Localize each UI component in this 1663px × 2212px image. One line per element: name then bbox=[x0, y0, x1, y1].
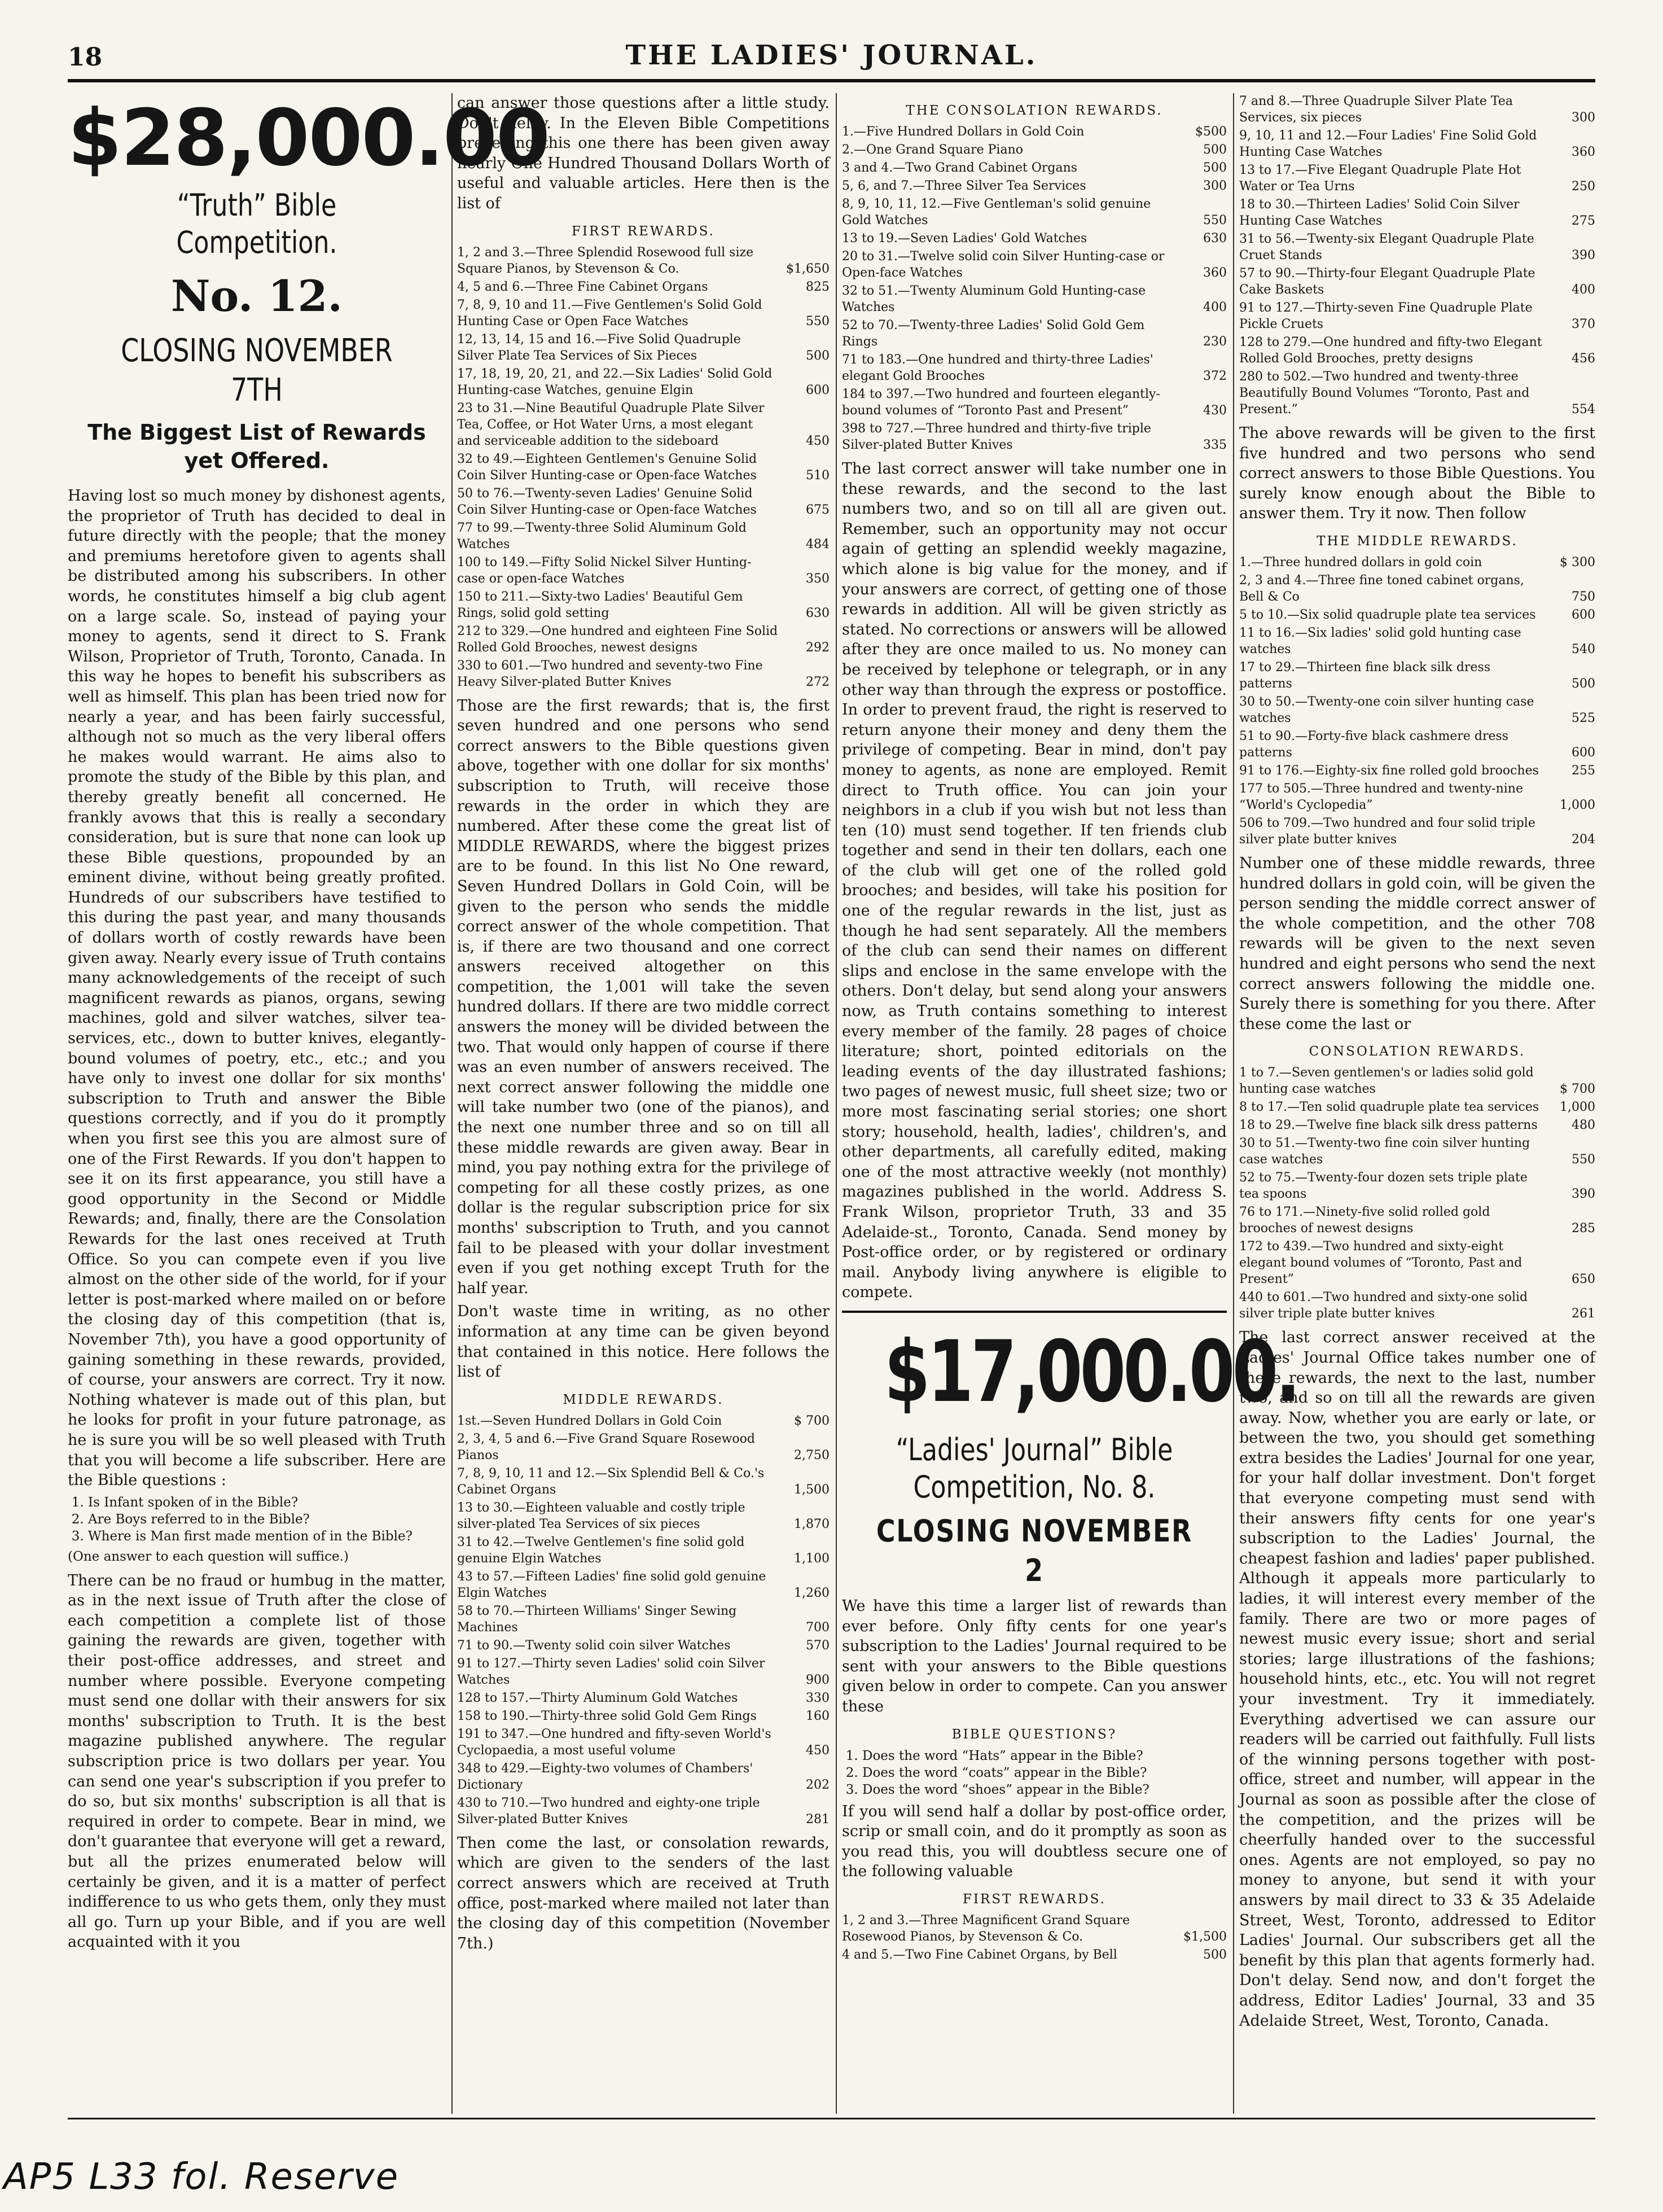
reward-description: 348 to 429.—Eighty-two volumes of Chambers' Dictionary bbox=[457, 1761, 753, 1792]
reward-description: 7, 8, 9, 10 and 11.—Five Gentlemen's Solid Gold Hunting Case or Open Face Watches bbox=[457, 297, 762, 328]
truth-closing-paragraph: The last correct answer will take number one in these rewards, and the second to the last numbers two, and so on till all are given out. Remember, such an opportunity may not occur again of getting an splendid weekly magazine, which alone is big value for the money, and if your answers are correct, of getting one of those rewards in addition. All will be given strictly as stated. No corrections or answers will be allowed after they are once mailed to us. No money can be received by telephone or telegraph, or in any other way than through the express or postoffice. In order to prevent fraud, the right is reserved to return anyone their money and deny them the privilege of competing. Bear in mind, don't pay money to agents, as none are employed. Remit direct to Truth office. You can join your neighbors in a club if you wish but not less than ten (10) must send together. If ten friends club together and send in their ten dollars, each one of the club will get one of the rolled gold brooches; and besides, will take his position for one of the regular rewards in the list, just as though he had sent separately. All the members of the club can send their names on different slips and enclose in the same envelope with the others. Don't delay, but send along your answers now, as Truth contains something to interest every member of the family. 28 pages of choice literature; short, pointed editorials on the leading events of the day illustrated fashions; two pages of newest music, full sheet size; two or more most fascinating serial stories; one short story; household, health, ladies', children's, and other departments, all carefully edited, making one of the most attractive weekly (not monthly) magazines published in the world. Address S. Frank Wilson, proprietor Truth, 33 and 35 Adelaide-st., Toronto, Canada. Send money by Post-office order, or by registered or ordinary mail. Anybody living anywhere is eligible to compete. bbox=[842, 460, 1227, 1302]
reward-amount: 500 bbox=[1203, 1947, 1227, 1962]
reward-item bbox=[1239, 607, 1595, 623]
truth-first-rewards-explanation: Those are the first rewards; that is, the first seven hundred and one persons who send correct answers to the Bible questions given above, together with one dollar for six months' subscription to Truth, will receive those rewards in the order in which they are numbered. After these come the great list of MIDDLE REWARDS, where the biggest prizes are to be found. In this list No One reward, Seven Hundred Dollars in Gold Coin, will be given to the person who sends the middle correct answer of the whole competition. That is, if there are two thousand and one correct answers received altogether on this competition, the 1,001 will take the seven hundred dollars. If there are two middle correct answers the money will be divided between the two. That would only happen of course if there was an even number of answers received. The next correct answer following the middle one will take number two (one of the pianos), and the next one number three and so on till all these middle rewards are given away. Bear in mind, you pay nothing extra for the privilege of competing for all these costly prizes, as one dollar is the regular subscription price for six months' subscription to Truth, and you cannot fail to be pleased with your dollar investment even if you get nothing except Truth for the half year. bbox=[457, 697, 830, 1297]
reward-amount: 630 bbox=[1203, 231, 1227, 246]
bible-question: 1. Is Infant spoken of in the Bible? bbox=[88, 1494, 446, 1511]
truth-middle-rewards-list bbox=[457, 1413, 830, 1828]
reward-item bbox=[457, 297, 830, 330]
reward-item bbox=[842, 352, 1227, 384]
journal-first-rewards-list bbox=[842, 1912, 1227, 1963]
truth-subtitle: The Biggest List of Rewards yet Offered. bbox=[87, 420, 426, 473]
reward-item bbox=[457, 451, 830, 484]
reward-item bbox=[1239, 1065, 1595, 1097]
page-number: 18 bbox=[68, 43, 103, 72]
reward-item bbox=[842, 317, 1227, 350]
reward-amount: 390 bbox=[1572, 248, 1595, 262]
reward-item bbox=[1239, 265, 1595, 298]
reward-description: 430 to 710.—Two hundred and eighty-one triple Silver-plated Butter Knives bbox=[457, 1795, 760, 1826]
reward-item bbox=[457, 589, 830, 621]
reward-amount: 202 bbox=[806, 1777, 830, 1792]
reward-description: 17, 18, 19, 20, 21, and 22.—Six Ladies' Solid Gold Hunting-case Watches, genuine Elgin bbox=[457, 366, 773, 397]
reward-description: 191 to 347.—One hundred and fifty-seven World's Cyclopaedia, a most useful volume bbox=[457, 1727, 771, 1758]
reward-amount: 540 bbox=[1572, 642, 1595, 656]
reward-description: 150 to 211.—Sixty-two Ladies' Beautiful Gem Rings, solid gold setting bbox=[457, 589, 743, 620]
reward-description: 18 to 30.—Thirteen Ladies' Solid Coin Silver Hunting Case Watches bbox=[1239, 198, 1520, 228]
reward-amount: 250 bbox=[1572, 179, 1595, 194]
reward-item bbox=[1239, 1289, 1595, 1322]
reward-amount: 261 bbox=[1572, 1307, 1595, 1321]
reward-amount: 275 bbox=[1572, 214, 1595, 228]
reward-amount: 456 bbox=[1572, 352, 1595, 366]
journal-consolation-heading: CONSOLATION REWARDS. bbox=[1309, 1044, 1526, 1059]
reward-amount: $ 700 bbox=[794, 1413, 830, 1428]
reward-description: 2, 3 and 4.—Three fine toned cabinet organs, Bell & Co bbox=[1239, 573, 1524, 604]
journal-closing-date: CLOSING NOVEMBER 2 bbox=[876, 1513, 1193, 1588]
reward-amount: 484 bbox=[806, 537, 830, 551]
reward-description: 30 to 50.—Twenty-one coin silver hunting case watches bbox=[1239, 694, 1534, 725]
bible-question: 3. Does the word “shoes” appear in the Bible? bbox=[862, 1781, 1227, 1798]
reward-item bbox=[457, 331, 830, 364]
reward-amount: 554 bbox=[1572, 402, 1595, 417]
reward-item bbox=[1239, 300, 1595, 332]
reward-amount: 500 bbox=[1572, 676, 1595, 691]
journal-consolation-rewards-list bbox=[1239, 1065, 1595, 1322]
journal-closing-paragraph: The last correct answer received at the Ladies' Journal Office takes number one of these rewards, the next to the last, number two, and so on till all the rewards are given away. Now, whether you are early or late, or between the two, you should get something extra besides the Ladies' Journal for one year, for your half dollar investment. Don't forget that everyone competing must send with their answers fifty cents for one year's subscription to the Ladies' Journal, the cheapest fashion and ladies' paper published. Although it appeals more particularly to ladies, it will interest every member of the family. There are two or more pages of newest music every issue; short and serial stories; large illustrations of the fashions; household hints, etc., etc. You will not regret your investment. Try it immediately. Everything advertised we can assure our readers will be carried out faithfully. Full lists of the winning persons together with post-office, street and number, will appear in the Journal as soon as possible after the close of the competition, and the prizes will be cheerfully handed over to the successful ones. Agents are not employed, so pay no money to anyone, but send it with your answers by mail direct to 33 & 35 Adelaide Street, West, Toronto, addressed to Editor Ladies' Journal. Our subscribers get all the benefit by this plan that agents formerly had. Don't delay. Send now, and don't forget the address, Editor Ladies' Journal, 33 and 35 Adelaide Street, West, Toronto, Canada. bbox=[1239, 1329, 1595, 2030]
reward-amount: 300 bbox=[1203, 179, 1227, 193]
reward-item bbox=[457, 1726, 830, 1759]
column-divider bbox=[1233, 93, 1234, 2114]
reward-description: 17 to 29.—Thirteen fine black silk dress patterns bbox=[1239, 660, 1491, 691]
reward-item bbox=[1239, 1238, 1595, 1287]
reward-amount: 360 bbox=[1203, 266, 1227, 280]
reward-item bbox=[457, 658, 830, 690]
truth-continuation-paragraph: can answer those questions after a little study. Don't delay. In the Eleven Bible Competitions preceding this one there has been given away nearly One Hundred Thousand Dollars Worth of useful and valuable articles. Here then is the list of bbox=[457, 94, 830, 212]
reward-amount: 300 bbox=[1572, 111, 1595, 125]
reward-description: 13 to 30.—Eighteen valuable and costly triple silver-plated Tea Services of six pieces bbox=[457, 1500, 745, 1531]
reward-item bbox=[457, 400, 830, 449]
reward-description: 7, 8, 9, 10, 11 and 12.—Six Splendid Bell & Co.'s Cabinet Organs bbox=[457, 1466, 765, 1497]
reward-amount: 1,500 bbox=[794, 1482, 830, 1497]
column-2 bbox=[457, 93, 830, 2114]
reward-amount: 825 bbox=[806, 279, 830, 294]
column-1 bbox=[68, 93, 550, 2114]
reward-amount: 900 bbox=[806, 1672, 830, 1687]
reward-description: 8 to 17.—Ten solid quadruple plate tea services bbox=[1239, 1100, 1539, 1115]
reward-item bbox=[842, 178, 1227, 194]
reward-amount: 1,100 bbox=[794, 1551, 830, 1566]
truth-closing-date: CLOSING NOVEMBER 7TH bbox=[121, 332, 393, 409]
truth-consolation-heading: THE CONSOLATION REWARDS. bbox=[906, 103, 1163, 118]
reward-description: 506 to 709.—Two hundred and four solid triple silver plate butter knives bbox=[1239, 816, 1535, 847]
truth-middle-rewards-heading: MIDDLE REWARDS. bbox=[563, 1392, 724, 1407]
reward-item bbox=[842, 160, 1227, 176]
reward-amount: 430 bbox=[1203, 404, 1227, 418]
reward-description: 5 to 10.—Six solid quadruple plate tea services bbox=[1239, 607, 1536, 622]
reward-amount: 360 bbox=[1572, 145, 1595, 159]
truth-questions-note: (One answer to each question will suffice.) bbox=[68, 1549, 349, 1564]
reward-amount: $500 bbox=[1195, 125, 1227, 139]
reward-description: 172 to 439.—Two hundred and sixty-eight elegant bound volumes of “Toronto, Past and Present” bbox=[1239, 1239, 1522, 1287]
journal-middle-rewards-heading: THE MIDDLE REWARDS. bbox=[1317, 533, 1518, 549]
reward-description: 128 to 279.—One hundred and fifty-two Elegant Rolled Gold Brooches, pretty designs bbox=[1239, 335, 1542, 366]
reward-amount: 230 bbox=[1203, 335, 1227, 349]
reward-description: 32 to 49.—Eighteen Gentlemen's Genuine Solid Coin Silver Hunting-case or Open-face Watches bbox=[457, 452, 757, 483]
reward-amount: 350 bbox=[806, 571, 830, 586]
reward-description: 398 to 727.—Three hundred and thirty-five triple Silver-plated Butter Knives bbox=[842, 422, 1151, 452]
reward-amount: 281 bbox=[806, 1812, 830, 1826]
reward-item bbox=[457, 244, 830, 277]
reward-amount: 700 bbox=[806, 1620, 830, 1635]
reward-description: 43 to 57.—Fifteen Ladies' fine solid gold genuine Elgin Watches bbox=[457, 1569, 766, 1600]
reward-description: 1, 2 and 3.—Three Magnificent Grand Square Rosewood Pianos, by Stevenson & Co. bbox=[842, 1913, 1130, 1944]
column-divider bbox=[451, 93, 453, 2114]
reward-item bbox=[457, 554, 830, 587]
reward-amount: $1,650 bbox=[786, 261, 830, 276]
journal-prize-amount: $17,000.00. bbox=[884, 1322, 1298, 1421]
truth-first-rewards-heading: FIRST REWARDS. bbox=[572, 224, 715, 239]
reward-item bbox=[1239, 763, 1595, 779]
reward-item bbox=[1239, 815, 1595, 848]
reward-item bbox=[457, 1795, 830, 1828]
column-4 bbox=[1239, 93, 1595, 2114]
reward-description: 177 to 505.—Three hundred and twenty-nine “World's Cyclopedia” bbox=[1239, 781, 1523, 812]
reward-description: 71 to 90.—Twenty solid coin silver Watches bbox=[457, 1638, 731, 1653]
reward-amount: 570 bbox=[806, 1638, 830, 1653]
reward-amount: 500 bbox=[1203, 143, 1227, 157]
truth-intro-paragraph: Having lost so much money by dishonest agents, the proprietor of Truth has decided to deal in future directly with the people; that the money and premiums heretofore given to agents shall be distributed among his subscribers. In other words, he constitutes himself a big club agent on a large scale. So, instead of paying your money to agents, send it direct to S. Frank Wilson, Proprietor of Truth, Toronto, Canada. In this way he hopes to benefit his subscribers as well as himself. This plan has been tried now for nearly a year, and has been fairly successful, although not so much as the very liberal offers he makes would warrant. He aims also to promote the study of the Bible by this plan, and thereby greatly benefit all concerned. He frankly avows that this is really a secondary consideration, but is sure that none can look up these Bible questions, propounded by an eminent divine, without being greatly profited. Hundreds of our subscribers have testified to this during the past year, and many thousands of dollars worth of costly rewards have been given away. Nearly every issue of Truth contains many acknowledgements of the receipt of such magnificent rewards as pianos, organs, sewing machines, gold and silver watches, silver tea-services, etc., down to butter knives, elegantly-bound volumes of poetry, etc., etc.; and you have only to invest one dollar for six months' subscription to Truth and answer the Bible questions correctly, and if you do it promptly when you first see this you are almost sure of one of the First Rewards. If you don't happen to see it on its first appearance, you still have a good opportunity in the Second or Middle Rewards; and, finally, there are the Consolation Rewards for the last ones received at Truth Office. So you can compete even if you live almost on the other side of the world, for if your letter is post-marked where mailed on or before the closing day of this competition (that is, November 7th), you have a good opportunity of gaining something in these rewards, provided, of course, your answers are correct. Try it now. Nothing whatever is made out of this plan, but he looks for profit in your future patronage, as he is sure you will be so well pleased with Truth that you will become a life subscriber. Here are the Bible questions : bbox=[68, 487, 446, 1490]
reward-item bbox=[457, 1603, 830, 1636]
reward-amount: 550 bbox=[1203, 213, 1227, 227]
reward-item bbox=[1239, 196, 1595, 229]
reward-description: 4 and 5.—Two Fine Cabinet Organs, by Bell bbox=[842, 1947, 1117, 1962]
reward-amount: $ 300 bbox=[1560, 555, 1595, 570]
reward-amount: 450 bbox=[806, 433, 830, 448]
reward-description: 11 to 16.—Six ladies' solid gold hunting case watches bbox=[1239, 625, 1521, 656]
reward-item bbox=[1239, 1135, 1595, 1168]
reward-item bbox=[842, 142, 1227, 158]
reward-item bbox=[1239, 369, 1595, 418]
reward-item bbox=[457, 1569, 830, 1601]
column-divider bbox=[836, 93, 837, 2114]
reward-description: 5, 6, and 7.—Three Silver Tea Services bbox=[842, 179, 1086, 193]
reward-amount: $1,500 bbox=[1183, 1929, 1227, 1944]
reward-amount: 480 bbox=[1572, 1118, 1595, 1133]
reward-amount: 550 bbox=[806, 314, 830, 328]
reward-item bbox=[457, 366, 830, 398]
reward-amount: 204 bbox=[1572, 832, 1595, 847]
reward-description: 50 to 76.—Twenty-seven Ladies' Genuine Solid Coin Silver Hunting-case or Open-face Watches bbox=[457, 486, 757, 517]
bible-question: 3. Where is Man first made mention of in the Bible? bbox=[88, 1528, 446, 1545]
reward-item bbox=[457, 623, 830, 656]
reward-item bbox=[457, 1655, 830, 1688]
reward-description: 23 to 31.—Nine Beautiful Quadruple Plate Silver Tea, Coffee, or Hot Water Urns, a most elegant and serviceable addition to the sideboard bbox=[457, 401, 765, 448]
reward-description: 18 to 29.—Twelve fine black silk dress patterns bbox=[1239, 1118, 1538, 1133]
reward-item bbox=[1239, 1117, 1595, 1133]
reward-item bbox=[1239, 1099, 1595, 1115]
handwritten-call-number: AP5 L33 fol. Reserve bbox=[3, 2156, 400, 2198]
truth-first-rewards-list bbox=[457, 244, 830, 690]
reward-item bbox=[1239, 334, 1595, 367]
reward-amount: 390 bbox=[1572, 1187, 1595, 1202]
reward-description: 52 to 70.—Twenty-three Ladies' Solid Gold Gem Rings bbox=[842, 318, 1145, 349]
journal-first-rewards-heading: FIRST REWARDS. bbox=[963, 1891, 1106, 1907]
reward-item bbox=[1239, 781, 1595, 813]
reward-description: 280 to 502.—Two hundred and twenty-three Beautifully Bound Volumes “Toronto, Past and Present.” bbox=[1239, 370, 1530, 417]
page-header bbox=[68, 40, 1595, 73]
reward-description: 31 to 42.—Twelve Gentlemen's fine solid gold genuine Elgin Watches bbox=[457, 1535, 745, 1566]
reward-item bbox=[1239, 1204, 1595, 1237]
bible-question: 1. Does the word “Hats” appear in the Bible? bbox=[862, 1747, 1227, 1764]
reward-description: 2.—One Grand Square Piano bbox=[842, 143, 1023, 157]
reward-amount: 600 bbox=[1572, 745, 1595, 760]
reward-amount: 2,750 bbox=[794, 1448, 830, 1462]
reward-description: 13 to 19.—Seven Ladies' Gold Watches bbox=[842, 231, 1087, 246]
reward-item bbox=[1239, 1169, 1595, 1202]
reward-description: 100 to 149.—Fifty Solid Nickel Silver Hunting-case or open-face Watches bbox=[457, 555, 752, 586]
journal-first-rewards-explanation: The above rewards will be given to the first five hundred and two persons who send correct answers to those Bible Questions. You surely know enough about the Bible to answer them. Try it now. Then follow bbox=[1239, 424, 1595, 523]
reward-description: 128 to 157.—Thirty Aluminum Gold Watches bbox=[457, 1690, 738, 1705]
reward-description: 8, 9, 10, 11, 12.—Five Gentleman's solid genuine Gold Watches bbox=[842, 197, 1151, 227]
reward-amount: 285 bbox=[1572, 1221, 1595, 1236]
truth-rules-paragraph: There can be no fraud or humbug in the matter, as in the next issue of Truth after the close of each competition a complete list of those gaining the rewards are given, together with their post-office addresses, and street and number where possible. Everyone competing must send one dollar with their answers for six months' subscription to Truth. It is the best magazine published anywhere. The regular subscription price is two dollars per year. You can send one year's subscription if you prefer to do so, but six months' subscription is all that is required in order to compete. Bear in mind, we don't guarantee that everyone will get a reward, but all the prizes enumerated below will certainly be given, and it is a matter of perfect indifference to us who gets them, only they must all go. Turn up your Bible, and if you are well acquainted with it you bbox=[68, 1571, 446, 1951]
reward-description: 158 to 190.—Thirty-three solid Gold Gem Rings bbox=[457, 1709, 757, 1723]
truth-consolation-intro: Then come the last, or consolation rewards, which are given to the senders of the last correct answers which are received at Truth office, post-marked where mailed not later than the closing day of this competition (November 7th.) bbox=[457, 1834, 830, 1952]
reward-item bbox=[842, 1947, 1227, 1963]
reward-item bbox=[1239, 625, 1595, 658]
journal-competition-title: “Ladies' Journal” Bible Competition, No. 8. bbox=[896, 1431, 1173, 1505]
footer-rule bbox=[68, 2118, 1595, 2119]
reward-amount: 330 bbox=[806, 1690, 830, 1705]
reward-amount: 650 bbox=[1572, 1272, 1595, 1287]
journal-middle-explanation: Number one of these middle rewards, three hundred dollars in gold coin, will be given the person sending the middle correct answer of the whole competition, and the other 708 rewards will be given to the next seven hundred and eight persons who send the next correct answers following the middle one. Surely there is something for you there. After these come the last or bbox=[1239, 854, 1595, 1033]
reward-item bbox=[457, 1760, 830, 1793]
reward-amount: 550 bbox=[1572, 1153, 1595, 1167]
reward-amount: $ 700 bbox=[1560, 1082, 1595, 1097]
reward-amount: 1,870 bbox=[794, 1517, 830, 1531]
column-3 bbox=[842, 93, 1298, 2114]
reward-item bbox=[842, 386, 1227, 419]
reward-item bbox=[842, 421, 1227, 453]
reward-item bbox=[457, 1431, 830, 1464]
reward-description: 184 to 397.—Two hundred and fourteen elegantly-bound volumes of “Toronto Past and Present” bbox=[842, 387, 1160, 418]
reward-item bbox=[842, 283, 1227, 316]
reward-description: 30 to 51.—Twenty-two fine coin silver hunting case watches bbox=[1239, 1136, 1530, 1167]
reward-amount: 600 bbox=[1572, 607, 1595, 622]
reward-description: 71 to 183.—One hundred and thirty-three Ladies' elegant Gold Brooches bbox=[842, 353, 1153, 383]
journal-remit-paragraph: If you will send half a dollar by post-office order, scrip or small coin, and do it promptly as soon as you read this, you will doubtless secure one of the following valuable bbox=[842, 1802, 1227, 1881]
journal-first-rewards-list-continued bbox=[1239, 93, 1595, 418]
journal-intro-paragraph: We have this time a larger list of rewards than ever before. Only fifty cents for one year's subscription to the Ladies' Journal required to be sent with your answers to the Bible questions given below in order to compete. Can you answer these bbox=[842, 1597, 1227, 1715]
reward-item bbox=[1239, 728, 1595, 761]
reward-description: 77 to 99.—Twenty-three Solid Aluminum Gold Watches bbox=[457, 520, 747, 551]
reward-description: 9, 10, 11 and 12.—Four Ladies' Fine Solid Gold Hunting Case Watches bbox=[1239, 129, 1537, 159]
reward-description: 1, 2 and 3.—Three Splendid Rosewood full size Square Pianos, by Stevenson & Co. bbox=[457, 245, 754, 276]
reward-item bbox=[842, 124, 1227, 140]
reward-amount: 370 bbox=[1572, 317, 1595, 331]
reward-item bbox=[1239, 162, 1595, 195]
reward-description: 76 to 171.—Ninety-five solid rolled gold brooches of newest designs bbox=[1239, 1205, 1490, 1236]
reward-description: 12, 13, 14, 15 and 16.—Five Solid Quadruple Silver Plate Tea Services of Six Pieces bbox=[457, 332, 741, 363]
reward-amount: 1,000 bbox=[1560, 1100, 1595, 1115]
bible-question: 2. Are Boys referred to in the Bible? bbox=[88, 1511, 446, 1528]
reward-description: 13 to 17.—Five Elegant Quadruple Plate Hot Water or Tea Urns bbox=[1239, 163, 1521, 194]
reward-amount: 675 bbox=[806, 502, 830, 517]
reward-item bbox=[457, 485, 830, 518]
reward-description: 91 to 127.—Thirty seven Ladies' solid coin Silver Watches bbox=[457, 1656, 765, 1687]
reward-amount: 510 bbox=[806, 468, 830, 483]
reward-item bbox=[1239, 694, 1595, 726]
reward-amount: 525 bbox=[1572, 711, 1595, 725]
reward-amount: 372 bbox=[1203, 369, 1227, 383]
truth-middle-intro: Don't waste time in writing, as no other information at any time can be given beyond that contained in this notice. Here follows the list of bbox=[457, 1303, 830, 1381]
header-rule bbox=[68, 79, 1595, 82]
reward-amount: 500 bbox=[1203, 161, 1227, 175]
reward-item bbox=[457, 279, 830, 295]
reward-item bbox=[457, 1708, 830, 1724]
truth-consolation-rewards-list bbox=[842, 124, 1227, 453]
bible-question: 2. Does the word “coats” appear in the Bible? bbox=[862, 1764, 1227, 1781]
reward-description: 51 to 90.—Forty-five black cashmere dress patterns bbox=[1239, 729, 1509, 760]
reward-item bbox=[457, 1465, 830, 1498]
reward-amount: 1,000 bbox=[1560, 798, 1595, 812]
reward-item bbox=[457, 1690, 830, 1706]
reward-description: 212 to 329.—One hundred and eighteen Fine Solid Rolled Gold Brooches, newest designs bbox=[457, 624, 778, 655]
reward-item bbox=[457, 1413, 830, 1429]
reward-amount: 400 bbox=[1572, 283, 1595, 297]
reward-amount: 1,260 bbox=[794, 1585, 830, 1600]
reward-description: 3 and 4.—Two Grand Cabinet Organs bbox=[842, 161, 1078, 175]
reward-item bbox=[457, 1637, 830, 1654]
reward-amount: 400 bbox=[1203, 300, 1227, 314]
reward-item bbox=[457, 520, 830, 553]
reward-item bbox=[1239, 231, 1595, 264]
reward-description: 440 to 601.—Two hundred and sixty-one solid silver triple plate butter knives bbox=[1239, 1290, 1528, 1321]
reward-description: 32 to 51.—Twenty Aluminum Gold Hunting-case Watches bbox=[842, 284, 1146, 314]
reward-description: 91 to 127.—Thirty-seven Fine Quadruple Plate Pickle Cruets bbox=[1239, 301, 1533, 331]
reward-amount: 750 bbox=[1572, 589, 1595, 604]
reward-amount: 272 bbox=[806, 674, 830, 689]
journal-questions-heading: BIBLE QUESTIONS? bbox=[951, 1727, 1117, 1742]
reward-item bbox=[457, 1500, 830, 1532]
truth-competition-title: “Truth” Bible Competition. bbox=[176, 187, 337, 260]
reward-description: 57 to 90.—Thirty-four Elegant Quadruple Plate Cake Baskets bbox=[1239, 266, 1535, 297]
reward-amount: 292 bbox=[806, 640, 830, 655]
reward-amount: 255 bbox=[1572, 763, 1595, 778]
reward-description: 52 to 75.—Twenty-four dozen sets triple plate tea spoons bbox=[1239, 1171, 1528, 1202]
reward-item bbox=[1239, 93, 1595, 126]
journal-bible-questions bbox=[842, 1747, 1227, 1798]
reward-description: 2, 3, 4, 5 and 6.—Five Grand Square Rosewood Pianos bbox=[457, 1431, 755, 1462]
reward-description: 1 to 7.—Seven gentlemen's or ladies solid gold hunting case watches bbox=[1239, 1066, 1534, 1097]
truth-prize-amount: $28,000.00 bbox=[68, 93, 550, 183]
journal-middle-rewards-list bbox=[1239, 554, 1595, 848]
reward-amount: 450 bbox=[806, 1743, 830, 1758]
reward-description: 4, 5 and 6.—Three Fine Cabinet Organs bbox=[457, 279, 708, 294]
reward-item bbox=[1239, 554, 1595, 571]
reward-amount: 600 bbox=[806, 383, 830, 397]
reward-description: 20 to 31.—Twelve solid coin Silver Hunting-case or Open-face Watches bbox=[842, 249, 1165, 280]
reward-description: 58 to 70.—Thirteen Williams' Singer Sewing Machines bbox=[457, 1604, 737, 1635]
reward-description: 1.—Three hundred dollars in gold coin bbox=[1239, 555, 1482, 570]
reward-description: 7 and 8.—Three Quadruple Silver Plate Tea Services, six pieces bbox=[1239, 94, 1513, 125]
reward-item bbox=[1239, 128, 1595, 160]
reward-amount: 500 bbox=[806, 348, 830, 363]
truth-competition-number: No. 12. bbox=[171, 271, 343, 321]
reward-description: 91 to 176.—Eighty-six fine rolled gold brooches bbox=[1239, 763, 1539, 778]
reward-amount: 630 bbox=[806, 606, 830, 620]
reward-item bbox=[842, 230, 1227, 247]
reward-item bbox=[842, 196, 1227, 229]
reward-item bbox=[457, 1534, 830, 1567]
reward-amount: 160 bbox=[806, 1709, 830, 1723]
reward-description: 1.—Five Hundred Dollars in Gold Coin bbox=[842, 125, 1085, 139]
reward-item bbox=[1239, 659, 1595, 692]
reward-item bbox=[842, 1912, 1227, 1945]
truth-bible-questions bbox=[68, 1494, 446, 1545]
section-rule bbox=[842, 1311, 1227, 1313]
reward-description: 1st.—Seven Hundred Dollars in Gold Coin bbox=[457, 1413, 722, 1428]
reward-description: 31 to 56.—Twenty-six Elegant Quadruple Plate Cruet Stands bbox=[1239, 232, 1534, 262]
reward-description: 330 to 601.—Two hundred and seventy-two Fine Heavy Silver-plated Butter Knives bbox=[457, 658, 763, 689]
masthead-title: THE LADIES' JOURNAL. bbox=[625, 40, 1038, 71]
reward-amount: 335 bbox=[1203, 438, 1227, 452]
reward-item bbox=[842, 248, 1227, 281]
reward-item bbox=[1239, 572, 1595, 605]
